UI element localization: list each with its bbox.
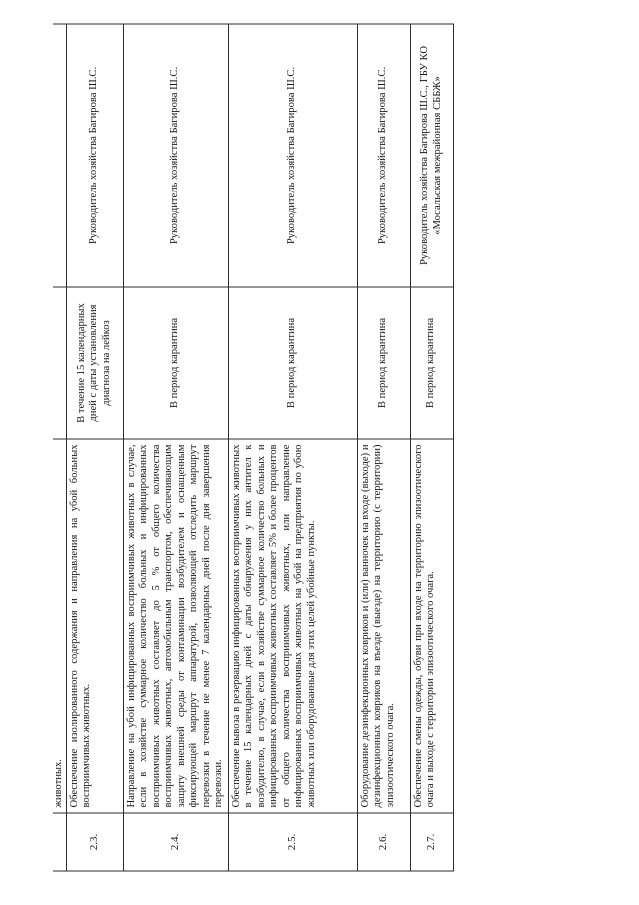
table-row	[357, 24, 410, 871]
measure-responsible: Руководитель хозяйства Багирова Ш.С.	[357, 24, 410, 287]
table-row	[228, 24, 357, 871]
measure-description: Оборудование дезинфекционных ковриков и (или) ванночек на входе (выходе) и дезинфекционных ковриков на въезде (выезде) на территорию (с территории) эпизоотического очага.	[357, 439, 410, 813]
row-number	[53, 813, 66, 871]
row-number: 2.4.	[123, 813, 228, 871]
row-number: 2.3.	[66, 813, 123, 871]
table-row	[123, 24, 228, 871]
measure-term: В период карантина	[410, 287, 453, 439]
measure-responsible: Руководитель хозяйства Багирова Ш.С.	[123, 24, 228, 287]
table-row	[410, 24, 453, 871]
veterinary-measures-table	[53, 24, 454, 872]
measure-term: В период карантина	[228, 287, 357, 439]
measure-term: В период карантина	[123, 287, 228, 439]
table-row	[53, 24, 66, 871]
row-number: 2.5.	[228, 813, 357, 871]
row-number: 2.6.	[357, 813, 410, 871]
measure-responsible	[53, 24, 66, 287]
measure-responsible: Руководитель хозяйства Багирова Ш.С.	[228, 24, 357, 287]
measure-description: животных.	[53, 439, 66, 813]
measure-description: Обеспечение изолированного содержания и направления на убой больных восприимчивых животных.	[66, 439, 123, 813]
measure-description: Обеспечение вывоза в резервацию инфицированных восприимчивых животных в течение 15 календарных дней с даты обнаружения у них антител к возбудителю, в случае, если в хозяйстве суммарное количество больных и инфицированных восприимчивых животных составляет 5% и более процентов от общего количества восприимчивых животных, или направление инфицированных восприимчивых животных на убой на предприятия по убою животных или оборудованные для этих целей убойные пункты.	[228, 439, 357, 813]
measure-term: В период карантина	[357, 287, 410, 439]
rotated-table-container	[53, 25, 585, 872]
measure-description: Направление на убой инфицированных восприимчивых животных в случае, если в хозяйстве суммарное количество больных и инфицированных восприимчивых животных составляет до 5 % от общего количества восприимчивых животных, автомобильным транспортом, обеспечивающим защиту внешней среды от контаминации возбудителем и оснащенным фиксирующей маршрут аппаратурой, позволяющей отследить маршрут перевозки в течение не менее 7 календарных дней после дня завершения перевозки.	[123, 439, 228, 813]
measure-term: В течение 15 календарных дней с даты установления диагноза на лейкоз	[66, 287, 123, 439]
row-number: 2.7.	[410, 813, 453, 871]
measure-term	[53, 287, 66, 439]
measure-responsible: Руководитель хозяйства Багирова Ш.С., ГБУ КО «Мосальская межрайонная СББЖ»	[410, 24, 453, 287]
table-row	[66, 24, 123, 871]
measure-responsible: Руководитель хозяйства Багирова Ш.С.	[66, 24, 123, 287]
measure-description: Обеспечение смены одежды, обуви при входе на территорию эпизоотического очага и выходе с территории эпизоотического очага.	[410, 439, 453, 813]
